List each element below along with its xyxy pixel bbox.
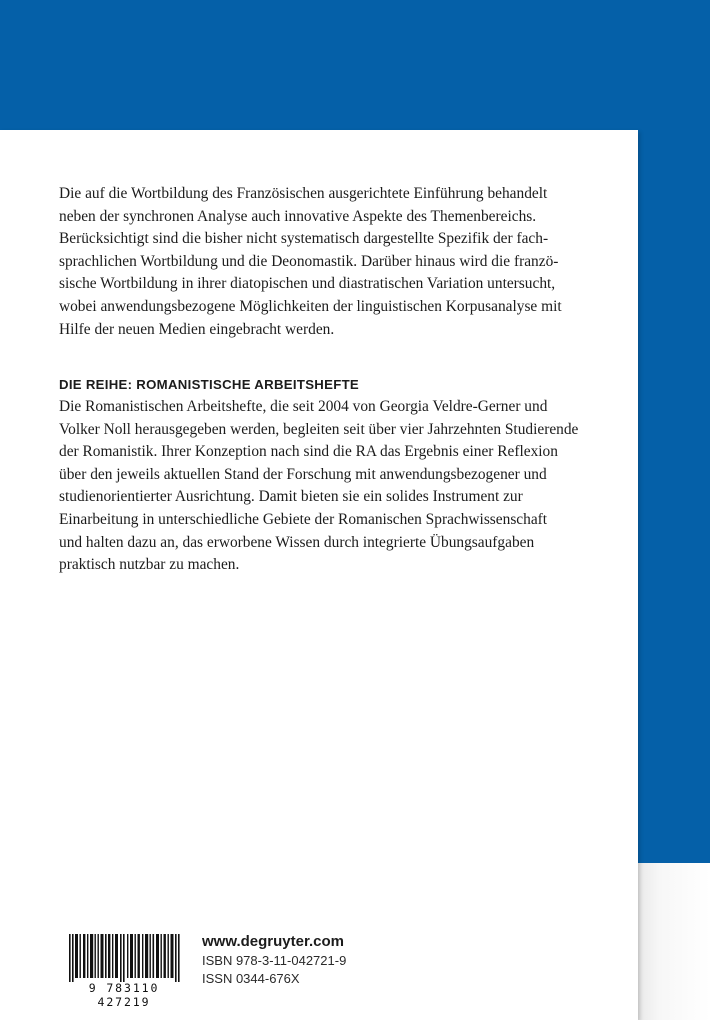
issn-number: ISSN 0344-676X xyxy=(202,971,300,986)
intro-line: Die auf die Wortbildung des Französischen ausgerichtete Einführung behandelt xyxy=(59,185,548,202)
isbn-number: ISBN 978-3-11-042721-9 xyxy=(202,953,347,968)
corner-shadow xyxy=(638,863,710,1020)
series-line: Volker Noll herausgegeben werden, begleiten seit über vier Jahrzehnten Studierende xyxy=(59,420,579,438)
publisher-info xyxy=(202,932,346,988)
series-line: Einarbeitung in unterschiedliche Gebiete der Romanischen Sprachwissenschaft xyxy=(59,510,548,528)
series-line: praktisch nutzbar zu machen. xyxy=(59,556,240,574)
barcode-digits: 9 783110 427219 xyxy=(88,981,160,1009)
series-line: studienorientierter Ausrichtung. Damit bieten sie ein solides Instrument zur xyxy=(59,488,523,506)
intro-line: Hilfe der neuen Medien eingebracht werden. xyxy=(59,320,335,338)
series-line: und halten dazu an, das erworbene Wissen durch integrierte Übungsaufgaben xyxy=(59,533,535,551)
cover-side-band xyxy=(638,0,710,863)
intro-line: neben der synchronen Analyse auch innovative Aspekte des Themenbereichs. xyxy=(59,207,537,225)
barcode-icon xyxy=(59,934,189,982)
barcode xyxy=(59,934,189,1009)
intro-line: sische Wortbildung in ihrer diatopischen und diastratischen Variation untersucht, xyxy=(59,275,556,293)
series-section xyxy=(59,376,579,577)
intro-line: Berücksichtigt sind die bisher nicht systematisch dargestellte Spezifik der fach- xyxy=(59,230,549,248)
intro-paragraph xyxy=(59,183,579,341)
series-line: Die Romanistischen Arbeitshefte, die seit 2004 von Georgia Veldre-Gerner und xyxy=(59,398,548,415)
cover-top-band xyxy=(0,0,710,130)
publisher-url[interactable]: www.degruyter.com xyxy=(202,933,344,950)
series-line: der Romanistik. Ihrer Konzeption nach sind die RA das Ergebnis einer Reflexion xyxy=(59,443,558,461)
series-line: über den jeweils aktuellen Stand der Forschung mit anwendungsbezogener und xyxy=(59,465,547,483)
series-heading: DIE REIHE: ROMANISTISCHE ARBEITSHEFTE xyxy=(59,377,360,392)
intro-line: wobei anwendungsbezogene Möglichkeiten der linguistischen Korpusanalyse mit xyxy=(59,297,562,315)
intro-line: sprachlichen Wortbildung und die Deonomastik. Darüber hinaus wird die franzö- xyxy=(59,252,559,270)
